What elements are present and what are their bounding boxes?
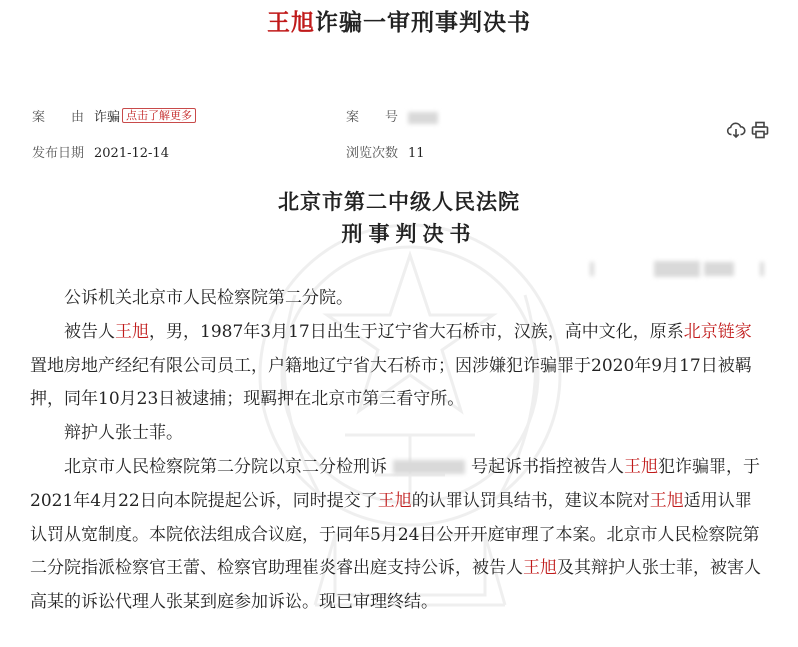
defendant-name-highlight: 王旭 [523,558,557,579]
paragraph-proceedings [30,451,768,620]
indictment-number-redacted [393,460,465,474]
views-label: 浏览次数 [346,146,399,161]
text-segment: ，男，1987年3月17日出生于辽宁省大石桥市，汉族，高中文化，原系 [149,321,684,342]
text-segment: 适用认罪认罚从宽制度。本院依法组成合议庭，于同年5月24日公开开庭审理了本案。北京市人民检察院第二分院指派检察官王蕾、检察官助理崔炎睿出庭支持公诉，被告人 [30,490,760,579]
case-number-redacted [408,112,438,124]
document-title [0,4,798,37]
learn-more-link[interactable]: 点击了解更多 [122,108,196,123]
action-icons [726,120,770,140]
cause-label: 案 由 [32,110,85,125]
print-icon[interactable] [750,120,770,140]
defendant-name-highlight: 王旭 [624,456,658,477]
text-segment: 的认罪认罚具结书，建议本院对 [411,490,650,511]
defendant-name-highlight: 王旭 [649,490,684,511]
document-number-redacted [590,258,764,277]
publish-date-value: 2021-12-14 [94,146,169,161]
document-type: 刑事判决书 [341,221,477,246]
download-icon[interactable] [726,120,746,140]
defendant-name-highlight: 王旭 [115,321,149,342]
paragraph-defendant [30,316,768,417]
text-segment: 及其辩护人张士菲，被害人高某的诉讼代理人张某到庭参加诉讼。现已审理终结。 [30,558,761,613]
title-defendant-name: 王旭 [267,9,315,36]
case-number-label: 案 号 [346,110,399,125]
views-value: 11 [408,146,425,161]
cause-value: 诈骗 [94,110,121,125]
text-segment: 被告人 [64,321,115,342]
text-segment: 置地房地产经纪有限公司员工，户籍地辽宁省大石桥市；因涉嫌犯诈骗罪于2020年9月17日被羁押，同年10月23日被逮捕；现羁押在北京市第三看守所。 [30,355,752,410]
cause-field [32,106,196,125]
company-highlight: 北京链家 [683,321,752,342]
paragraph-defense-counsel: 辩护人张士菲。 [64,423,183,444]
text-segment: 犯诈骗罪，于2021年4月22日向本院提起公诉，同时提交了 [30,456,760,511]
judgment-body [30,282,768,620]
paragraph-prosecutor: 公诉机关北京市人民检察院第二分院。 [64,288,353,308]
court-name: 北京市第二中级人民法院 [278,189,520,214]
views-field [346,142,425,161]
text-segment: 号起诉书指控被告人 [471,456,624,477]
case-number-field [346,106,438,125]
title-text: 诈骗一审刑事判决书 [315,9,531,36]
publish-date-label: 发布日期 [32,146,85,161]
text-segment: 北京市人民检察院第二分院以京二分检刑诉 [64,456,387,477]
defendant-name-highlight: 王旭 [377,490,412,511]
publish-date-field [32,142,169,161]
